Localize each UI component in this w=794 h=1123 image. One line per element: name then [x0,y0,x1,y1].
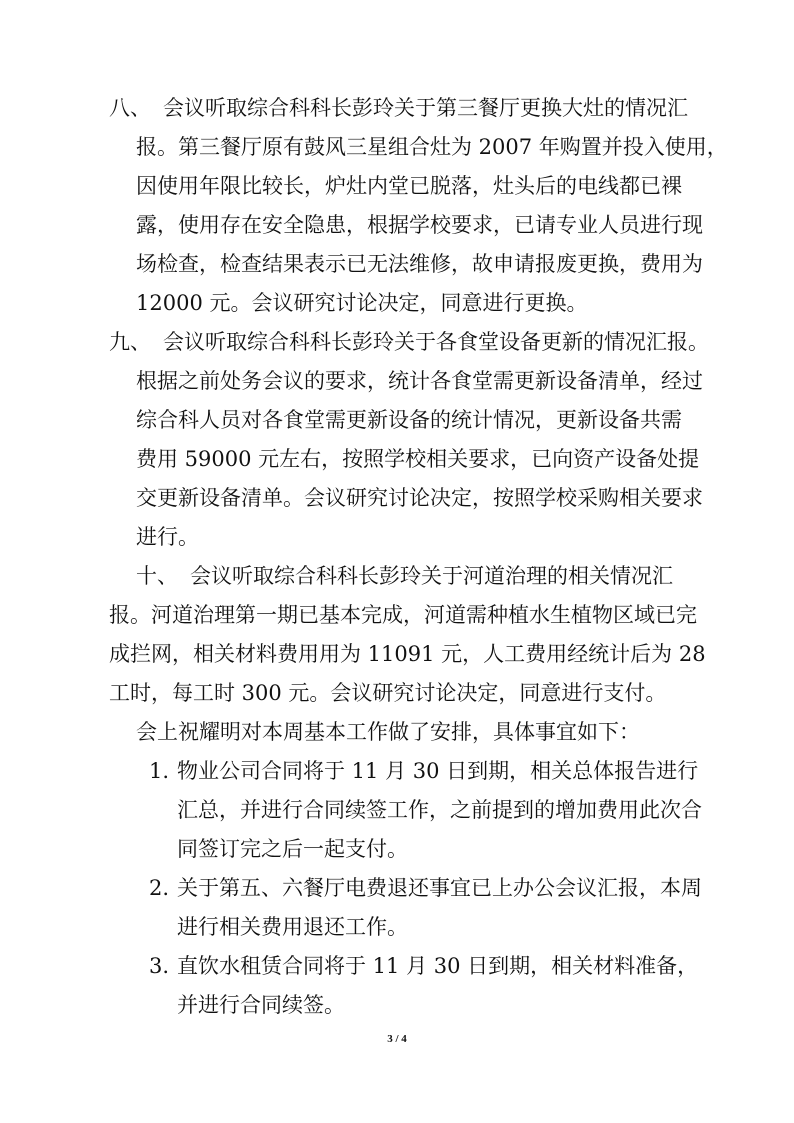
task-3-line: 直饮水租赁合同将于 11 月 30 日到期，相关材料准备， [177,954,699,978]
task-2-line: 进行相关费用退还工作。 [177,915,408,939]
intro-paragraph: 会上祝耀明对本周基本工作做了安排，具体事宜如下： [136,720,640,744]
item-marker-8: 八、 [109,96,151,120]
item-8-line: 报。第三餐厅原有鼓风三星组合灶为 2007 年购置并投入使用， [136,135,728,159]
page-number: 3 / 4 [387,1033,407,1045]
task-number-3: 3. [149,954,170,978]
task-1-line: 汇总，并进行合同续签工作，之前提到的增加费用此次合 [177,798,702,822]
item-marker-9: 九、 [109,330,151,354]
item-marker-10: 十、 [136,564,178,588]
item-9-line: 交更新设备清单。会议研究讨论决定，按照学校采购相关要求 [136,486,703,510]
task-2-line: 关于第五、六餐厅电费退还事宜已上办公会议汇报，本周 [177,876,702,900]
item-8-line: 12000 元。会议研究讨论决定，同意进行更换。 [136,291,588,315]
task-3-line: 并进行合同续签。 [177,993,345,1017]
item-10-line: 工时，每工时 300 元。会议研究讨论决定，同意进行支付。 [109,681,667,705]
item-8-line: 会议听取综合科科长彭玲关于第三餐厅更换大灶的情况汇 [163,96,688,120]
item-9-line: 会议听取综合科科长彭玲关于各食堂设备更新的情况汇报。 [163,330,709,354]
item-9-line: 进行。 [136,525,199,549]
item-9-line: 费用 59000 元左右，按照学校相关要求，已向资产设备处提 [136,447,700,471]
item-9-line: 综合科人员对各食堂需更新设备的统计情况，更新设备共需 [136,408,682,432]
task-number-1: 1. [149,759,170,783]
item-8-line: 场检查，检查结果表示已无法维修，故申请报废更换，费用为 [136,252,703,276]
item-10-line: 报。河道治理第一期已基本完成，河道需种植水生植物区域已完 [109,603,697,627]
item-10-line: 成拦网，相关材料费用用为 11091 元，人工费用经统计后为 28 [109,642,706,666]
item-10-line: 会议听取综合科科长彭玲关于河道治理的相关情况汇 [190,564,673,588]
item-8-line: 露，使用存在安全隐患，根据学校要求，已请专业人员进行现 [136,213,703,237]
task-number-2: 2. [149,876,170,900]
task-1-line: 物业公司合同将于 11 月 30 日到期，相关总体报告进行 [177,759,699,783]
task-1-line: 同签订完之后一起支付。 [177,837,408,861]
item-8-line: 因使用年限比较长，炉灶内堂已脱落，灶头后的电线都已裸 [136,174,682,198]
item-9-line: 根据之前处务会议的要求，统计各食堂需更新设备清单，经过 [136,369,703,393]
